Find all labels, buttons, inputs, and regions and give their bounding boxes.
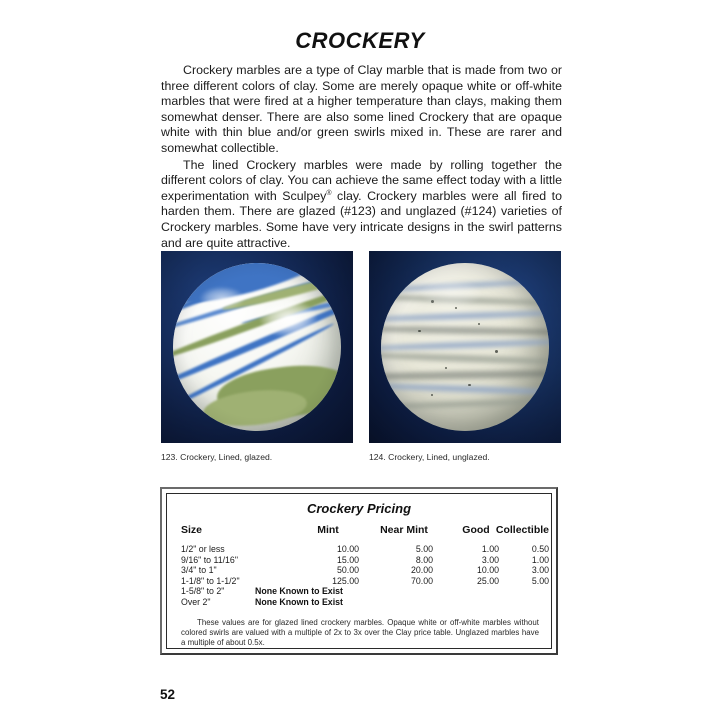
figure-123-caption: 123. Crockery, Lined, glazed. xyxy=(161,452,273,462)
figure-group xyxy=(161,251,561,443)
table-row xyxy=(167,555,551,566)
pricing-table-title: Crockery Pricing xyxy=(306,501,412,516)
cell-mint: 125.00 xyxy=(332,575,359,586)
figure-123-photo xyxy=(161,251,353,443)
cell-good: 3.00 xyxy=(481,554,499,565)
cell-collectible: 5.00 xyxy=(531,575,549,586)
column-header-collectible: Collectible xyxy=(495,524,549,536)
cell-none-known: None Known to Exist xyxy=(255,596,343,607)
paragraph-2 xyxy=(161,158,562,252)
paragraph-1: Crockery marbles are a type of Clay marble that is made from two or three different colors of clay. Some are merely opaque white or off-white marbles that were fired at a higher temperature than clays, making them somewhat denser. There are also some lined Crockery that are opaque white with thin blue and/or green swirls mixed in. These are rarer and somewhat collectible. xyxy=(161,63,562,155)
figure-124-photo xyxy=(369,251,561,443)
page-number: 52 xyxy=(160,687,176,702)
cell-mint: 15.00 xyxy=(336,554,359,565)
cell-good: 1.00 xyxy=(481,544,499,554)
pricing-table-inner xyxy=(166,493,552,649)
page-title: CROCKERY xyxy=(295,28,425,53)
column-header-mint: Mint xyxy=(317,524,339,536)
table-row xyxy=(167,597,551,608)
cell-size: 1-1/8" to 1-1/2" xyxy=(181,575,240,586)
body-copy xyxy=(161,63,562,251)
cell-near-mint: 70.00 xyxy=(410,575,433,586)
cell-near-mint: 5.00 xyxy=(415,544,433,554)
table-row xyxy=(167,586,551,597)
cell-size: 1-5/8" to 2" xyxy=(181,586,225,597)
pricing-table xyxy=(160,487,558,655)
cell-collectible: 3.00 xyxy=(531,565,549,576)
pricing-table-body xyxy=(167,544,551,608)
pricing-table-note: These values are for glazed lined crockery marbles. Opaque white or off-white marbles without colored swirls are valued with a multiple of 2x to 3x over the Clay price table. Unglazed marbles have a multiple of about 0.5x. xyxy=(181,618,539,647)
cell-good: 25.00 xyxy=(476,575,499,586)
cell-mint: 10.00 xyxy=(336,544,359,554)
cell-near-mint: 8.00 xyxy=(415,554,433,565)
photo-vignette xyxy=(161,251,353,443)
cell-collectible: 0.50 xyxy=(531,544,549,554)
figure-124-caption: 124. Crockery, Lined, unglazed. xyxy=(369,452,490,462)
cell-near-mint: 20.00 xyxy=(410,565,433,576)
table-row xyxy=(167,565,551,576)
paragraph-2-part1: The lined Crockery marbles were made by rolling together the different colors of clay. You can achieve the same effect today with a little experimentation with Sculpey xyxy=(161,157,562,203)
cell-collectible: 1.00 xyxy=(531,554,549,565)
column-header-near-mint: Near Mint xyxy=(380,524,428,536)
table-row xyxy=(167,544,551,555)
cell-size: 1/2" or less xyxy=(181,544,225,554)
registered-trademark-symbol: ® xyxy=(326,189,332,197)
photo-vignette xyxy=(369,251,561,443)
cell-mint: 50.00 xyxy=(336,565,359,576)
cell-size: 3/4" to 1" xyxy=(181,565,217,576)
cell-good: 10.00 xyxy=(476,565,499,576)
pricing-table-header-row xyxy=(167,524,551,538)
table-row xyxy=(167,576,551,587)
cell-size: Over 2" xyxy=(181,596,211,607)
cell-none-known: None Known to Exist xyxy=(255,586,343,597)
cell-size: 9/16" to 11/16" xyxy=(181,554,238,565)
figure-captions xyxy=(161,452,561,466)
paragraph-2-part2: clay. Crockery marbles were all fired to harden them. There are glazed (#123) and unglazed (#124) varieties of Crockery marbles. Some have very intricate designs in the swirl patterns and are quite attractive. xyxy=(161,188,562,250)
column-header-size: Size xyxy=(181,524,203,536)
column-header-good: Good xyxy=(462,524,490,536)
